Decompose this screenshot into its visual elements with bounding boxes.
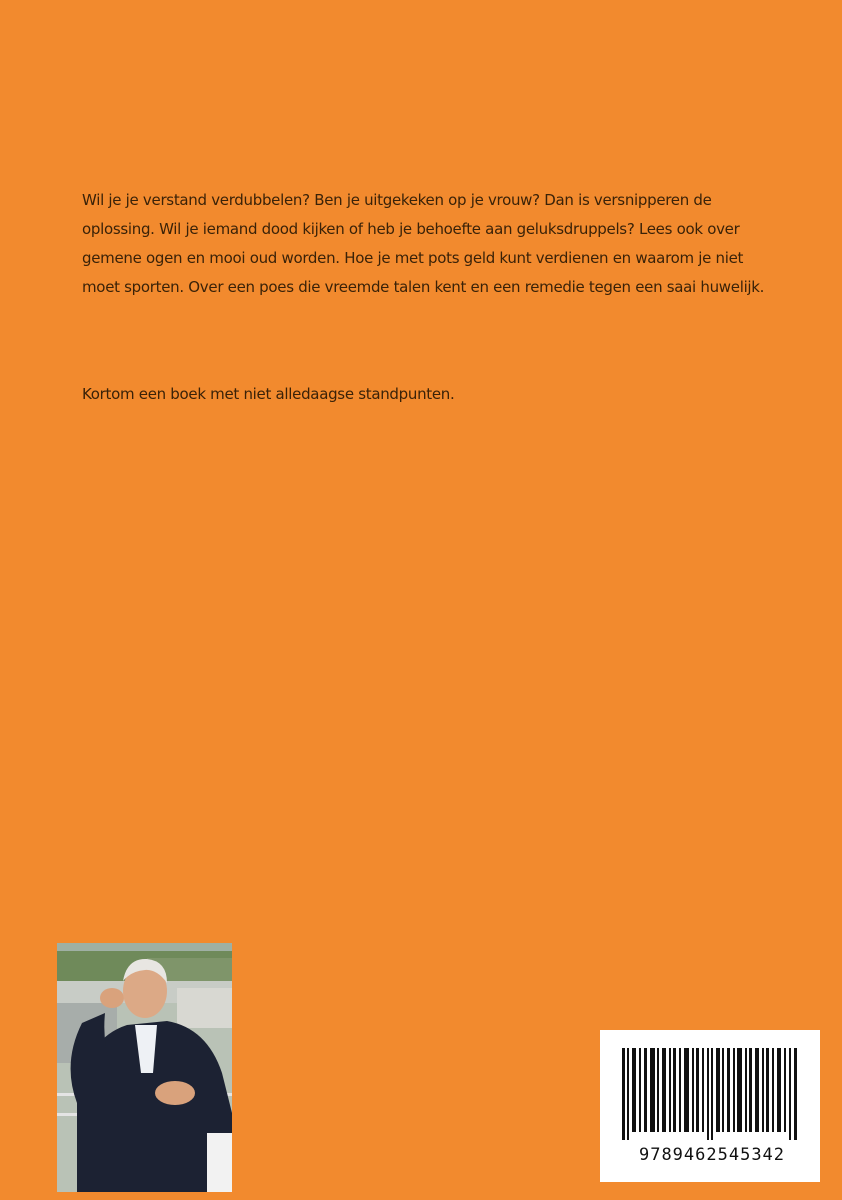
author-photo-image [57,943,232,1192]
tagline-text: Kortom een boek met niet alledaagse standpunten. [82,385,455,403]
blurb-text: Wil je je verstand verdubbelen? Ben je uitgekeken op je vrouw? Dan is versnipperen de oplossing. Wil je iemand dood kijken of heb je behoefte aan geluksdruppels? Lees ook over gemene ogen en mooi oud worden. Hoe je met pots geld kunt verdienen en waarom je niet moet sporten. Over een poes die vreemde talen kent en een remedie tegen een saai huwelijk. [82,191,765,296]
barcode-bars [622,1048,798,1140]
author-photo [57,943,232,1192]
isbn-barcode [600,1030,820,1182]
isbn-number: 9789462545342 [638,1145,786,1165]
